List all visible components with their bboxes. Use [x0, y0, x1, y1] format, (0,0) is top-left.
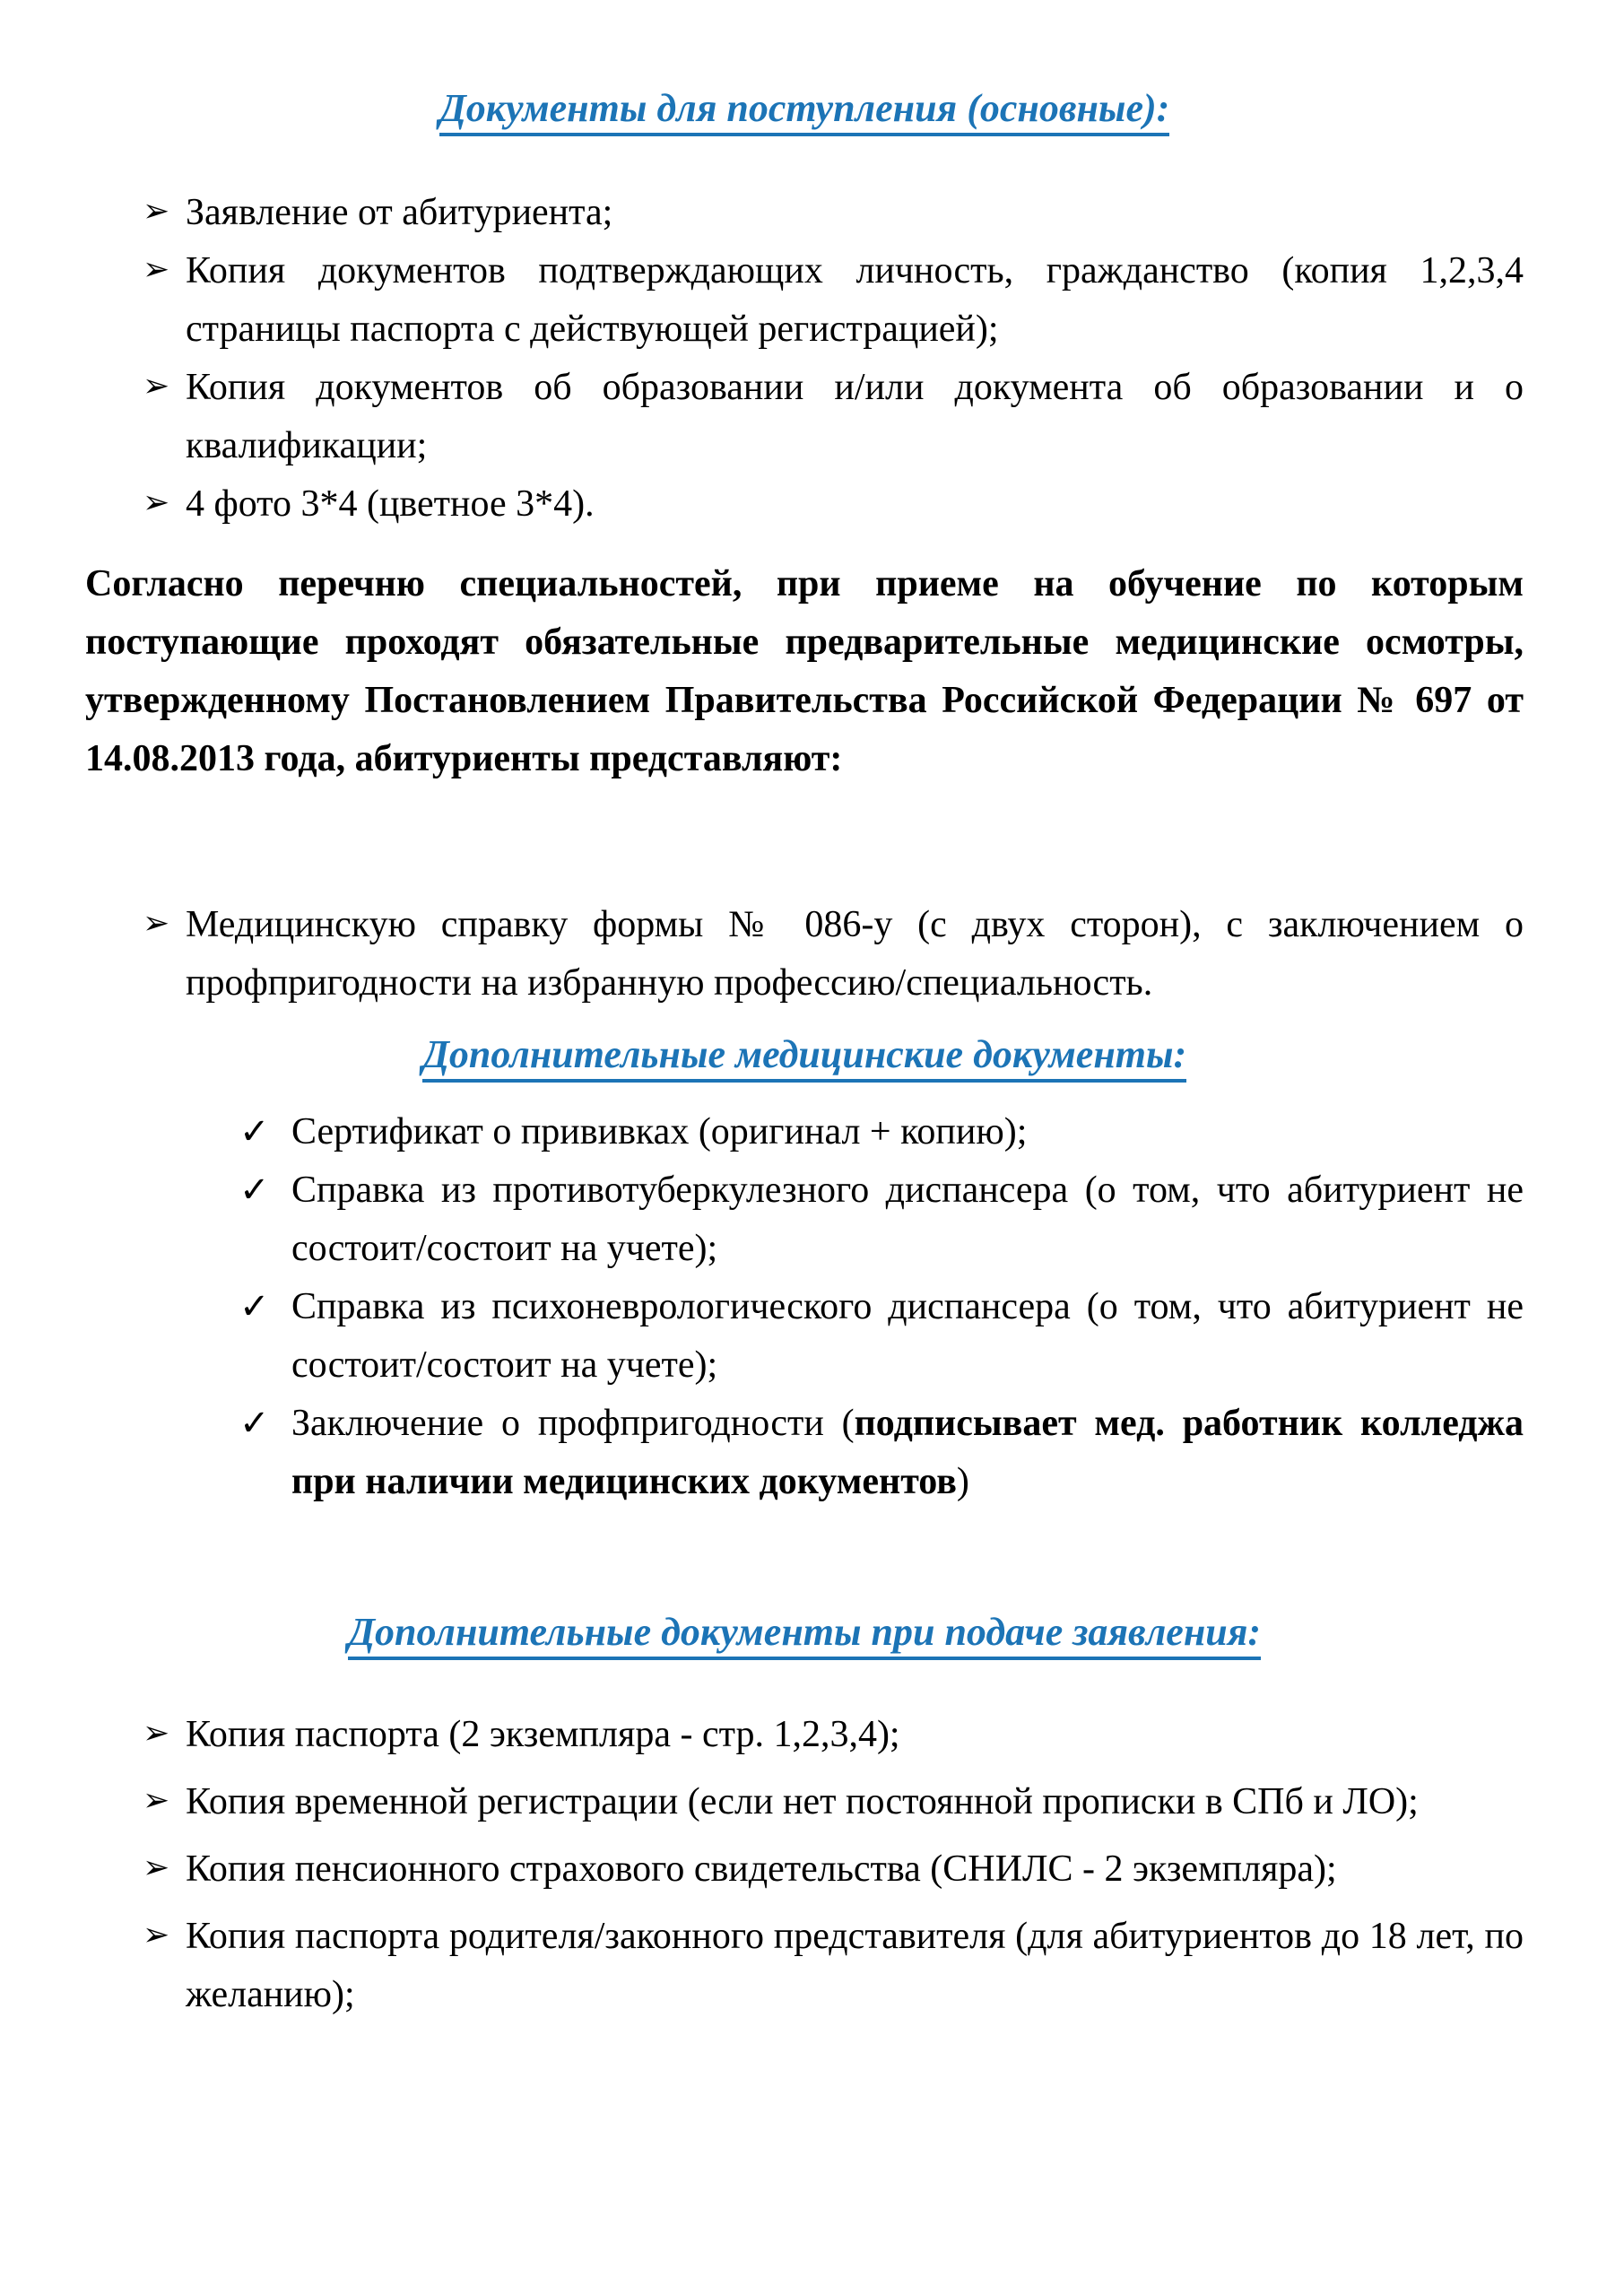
medical-docs-heading	[85, 1025, 1524, 1083]
list-item-text: 4 фото 3*4 (цветное 3*4).	[186, 483, 595, 525]
list-item-text: Медицинскую справку формы № 086-у (с двух сторон), с заключением о профпригодности на избранную профессию/специальность.	[186, 904, 1524, 1004]
list-item-text-prefix: Заключение о профпригодности (	[291, 1403, 855, 1444]
additional-docs-heading	[85, 1603, 1524, 1661]
list-item-text: Копия документов об образовании и/или документа об образовании и о квалификации;	[186, 367, 1524, 466]
page-title-text: Документы для поступления (основные):	[439, 86, 1170, 136]
list-item-text	[291, 1403, 1524, 1502]
check-bullet-icon: ✓	[239, 1403, 270, 1444]
list-item-text: Копия документов подтверждающих личность, гражданство (копия 1,2,3,4 страницы паспорта с действующей регистрацией);	[186, 250, 1524, 350]
list-item	[85, 1840, 1524, 1899]
list-item	[85, 242, 1524, 359]
main-documents-list	[85, 184, 1524, 534]
list-item	[85, 1103, 1524, 1161]
list-item-text-bold: подписывает мед. работник колледжа при наличии медицинских документов	[291, 1403, 1524, 1502]
list-item	[85, 1706, 1524, 1764]
medical-docs-heading-text: Дополнительные медицинские документы:	[422, 1032, 1186, 1083]
list-item	[85, 1161, 1524, 1278]
list-item	[85, 1908, 1524, 2024]
list-item-text: Справка из психоневрологического диспансера (о том, что абитуриент не состоит/состоит на учете);	[291, 1286, 1524, 1386]
list-item-text: Справка из противотуберкулезного диспансера (о том, что абитуриент не состоит/состоит на учете);	[291, 1170, 1524, 1269]
list-item	[85, 1278, 1524, 1395]
list-item-text: Копия временной регистрации (если нет постоянной прописки в СПб и ЛО);	[186, 1781, 1419, 1822]
list-item-text: Копия паспорта родителя/законного представителя (для абитуриентов до 18 лет, по желанию);	[186, 1916, 1524, 2015]
list-item	[85, 1773, 1524, 1831]
list-item-text: Копия паспорта (2 экземпляра - стр. 1,2,3,4);	[186, 1714, 900, 1755]
intro-paragraph: Согласно перечню специальностей, при приеме на обучение по которым поступающие проходят обязательные предварительные медицинские осмотры, утвержденному Постановлением Правительства Российской Федерации № 697 от 14.08.2013 года, абитуриенты представляют:	[85, 563, 1524, 779]
arrow-bullet-icon: ➢	[143, 368, 170, 404]
check-bullet-icon: ✓	[239, 1170, 270, 1211]
arrow-bullet-icon: ➢	[143, 1715, 170, 1752]
arrow-bullet-icon: ➢	[143, 193, 170, 230]
list-item	[85, 359, 1524, 475]
arrow-bullet-icon: ➢	[143, 251, 170, 288]
check-bullet-icon: ✓	[239, 1111, 270, 1152]
list-item	[85, 184, 1524, 242]
additional-docs-heading-text: Дополнительные документы при подаче заявления:	[348, 1610, 1261, 1660]
arrow-bullet-icon: ➢	[143, 484, 170, 521]
list-item	[85, 475, 1524, 534]
arrow-bullet-icon: ➢	[143, 1849, 170, 1886]
check-bullet-icon: ✓	[239, 1286, 270, 1327]
list-item-text: Заявление от абитуриента;	[186, 192, 613, 233]
list-item-text: Сертификат о прививках (оригинал + копию);	[291, 1111, 1028, 1152]
medical-requirement-list	[85, 896, 1524, 1013]
list-item	[85, 1395, 1524, 1511]
arrow-bullet-icon: ➢	[143, 905, 170, 942]
page-title	[85, 79, 1524, 137]
arrow-bullet-icon: ➢	[143, 1782, 170, 1819]
list-item-text: Копия пенсионного страхового свидетельства (СНИЛС - 2 экземпляра);	[186, 1848, 1337, 1890]
list-item	[85, 896, 1524, 1013]
medical-docs-list	[85, 1103, 1524, 1511]
arrow-bullet-icon: ➢	[143, 1917, 170, 1953]
list-item-text-suffix: )	[956, 1461, 969, 1502]
additional-docs-list	[85, 1706, 1524, 2024]
